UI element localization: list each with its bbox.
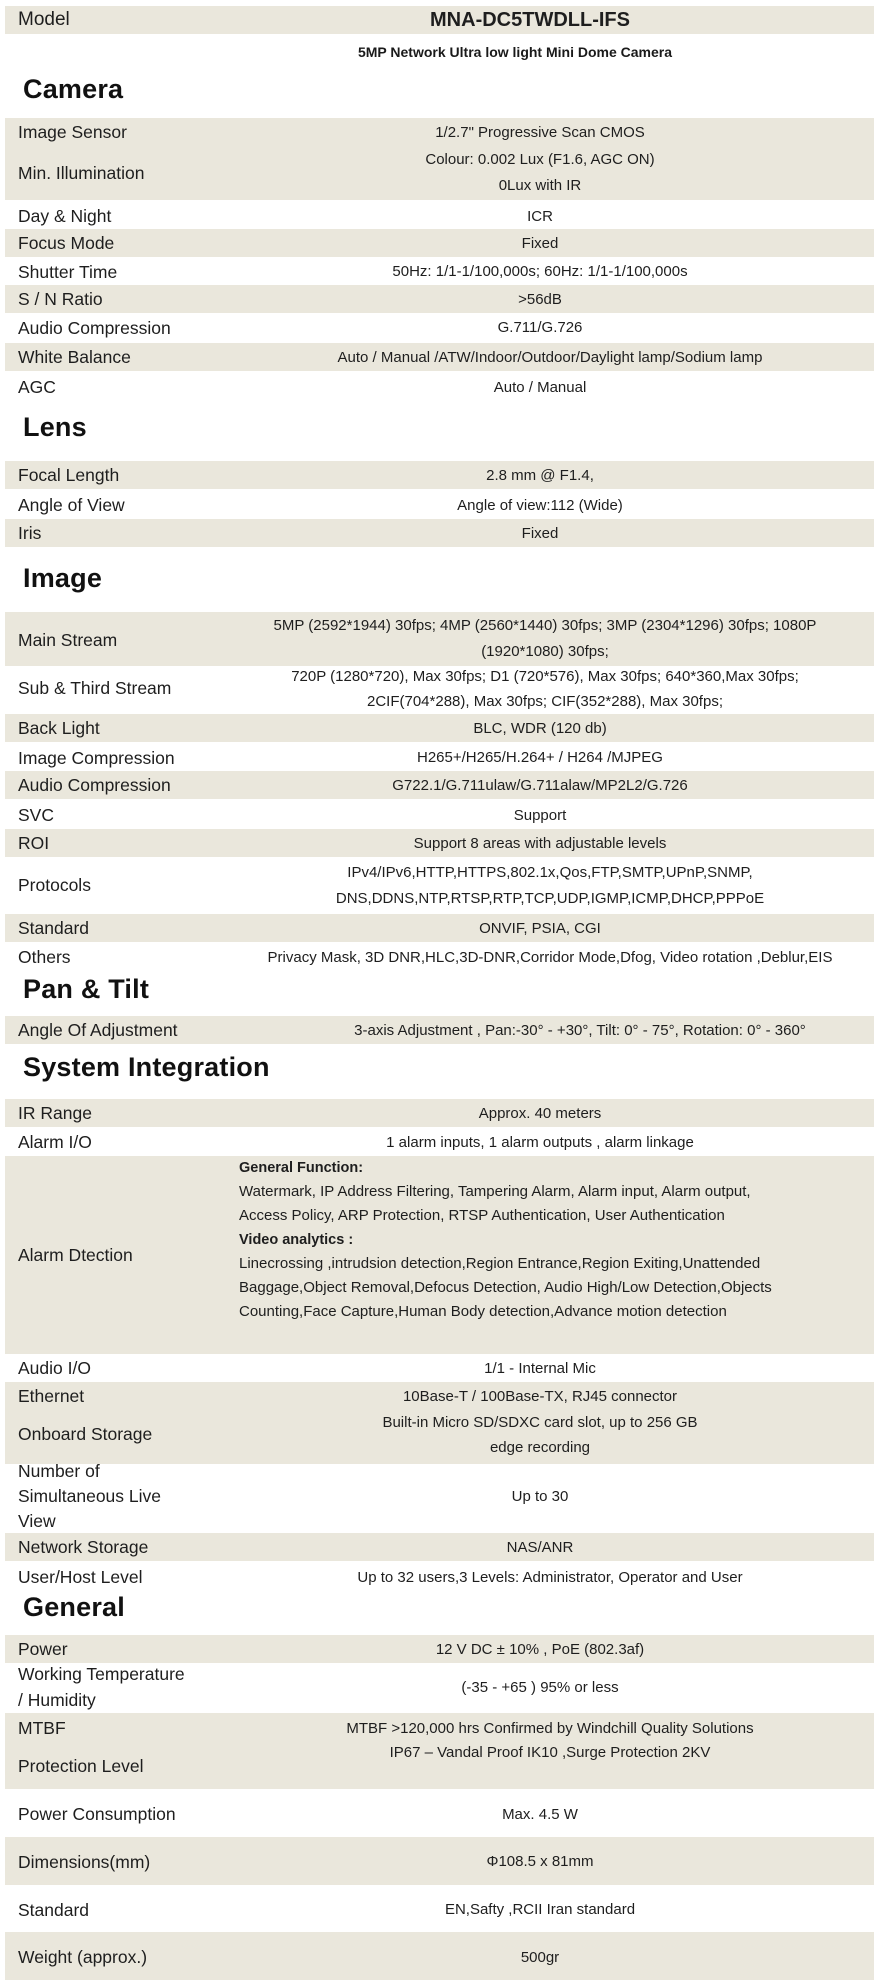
value-sn-ratio: >56dB [518, 291, 562, 308]
label-main-stream: Main Stream [18, 630, 118, 650]
section-title-general: General [23, 1592, 125, 1622]
value-standard: ONVIF, PSIA, CGI [479, 920, 601, 937]
video-analytics-line: Baggage,Object Removal,Defocus Detection, Audio High/Low Detection,Objects [239, 1279, 772, 1296]
section-title-system-integration: System Integration [23, 1052, 270, 1082]
label-focus-mode: Focus Mode [18, 233, 115, 253]
label-live-view-2: Simultaneous Live [18, 1486, 161, 1506]
value-ethernet: 10Base-T / 100Base-TX, RJ45 connector [402, 1388, 678, 1405]
label-power: Power [18, 1639, 68, 1659]
value-dimensions: Φ108.5 x 81mm [486, 1853, 594, 1870]
value-power: 12 V DC ± 10% , PoE (802.3af) [435, 1641, 645, 1658]
value-user-host-level: Up to 32 users,3 Levels: Administrator, Operator and User [357, 1569, 743, 1586]
value-sub-third-stream-1: 720P (1280*720), Max 30fps; D1 (720*576), Max 30fps; 640*360,Max 30fps; [291, 668, 799, 685]
label-sub-third-stream: Sub & Third Stream [18, 678, 172, 698]
value-angle-adjustment: 3-axis Adjustment , Pan:-30° - +30°, Tilt: 0° - 75°, Rotation: 0° - 360° [354, 1022, 806, 1039]
value-image-compression: H265+/H265/H.264+ / H264 /MJPEG [417, 749, 663, 766]
label-image-audio-compression: Audio Compression [18, 775, 171, 795]
value-image-audio-compression: G722.1/G.711ulaw/G.711alaw/MP2L2/G.726 [392, 777, 688, 794]
model-value: MNA-DC5TWDLL-IFS [430, 9, 630, 31]
video-analytics-line: Counting,Face Capture,Human Body detection,Advance motion detection [239, 1303, 727, 1320]
value-general-standard: EN,Safty ,RCII Iran standard [444, 1901, 636, 1918]
label-mtbf: MTBF [18, 1718, 66, 1738]
value-onboard-storage-1: Built-in Micro SD/SDXC card slot, up to 256 GB [382, 1414, 698, 1431]
label-min-illumination: Min. Illumination [18, 163, 145, 183]
label-weight: Weight (approx.) [18, 1947, 148, 1967]
general-function-heading: General Function: [239, 1160, 364, 1176]
label-alarm-io: Alarm I/O [18, 1132, 92, 1152]
value-angle-of-view: Angle of view:112 (Wide) [457, 497, 623, 514]
section-title-pan-tilt: Pan & Tilt [23, 974, 150, 1004]
product-subtitle: 5MP Network Ultra low light Mini Dome Camera [357, 44, 673, 60]
value-min-illumination-2: 0Lux with IR [498, 177, 582, 194]
value-working-temperature: (-35 - +65 ) 95% or less [461, 1679, 619, 1696]
label-angle-of-view: Angle of View [18, 495, 125, 515]
label-live-view-3: View [18, 1511, 56, 1531]
value-svc: Support [513, 807, 567, 824]
value-others: Privacy Mask, 3D DNR,HLC,3D-DNR,Corridor Mode,Dfog, Video rotation ,Deblur,EIS [267, 949, 833, 966]
label-onboard-storage: Onboard Storage [18, 1424, 153, 1444]
value-weight: 500gr [520, 1949, 560, 1966]
label-sn-ratio: S / N Ratio [18, 289, 103, 309]
label-svc: SVC [18, 805, 54, 825]
label-agc: AGC [18, 377, 56, 397]
value-audio-io: 1/1 - Internal Mic [484, 1360, 596, 1377]
value-ir-range: Approx. 40 meters [478, 1105, 602, 1122]
value-main-stream-2: (1920*1080) 30fps; [481, 643, 609, 660]
value-live-view: Up to 30 [511, 1488, 569, 1505]
general-function-line: Access Policy, ARP Protection, RTSP Authentication, User Authentication [239, 1207, 725, 1224]
section-title-image: Image [23, 563, 103, 593]
label-live-view-1: Number of [18, 1461, 100, 1481]
label-audio-compression: Audio Compression [18, 318, 171, 338]
section-title-lens: Lens [23, 412, 87, 442]
label-roi: ROI [18, 833, 50, 853]
value-shutter-time: 50Hz: 1/1-1/100,000s; 60Hz: 1/1-1/100,000s [392, 263, 688, 280]
label-network-storage: Network Storage [18, 1537, 149, 1557]
value-mtbf: MTBF >120,000 hrs Confirmed by Windchill Quality Solutions [346, 1720, 754, 1737]
value-image-sensor: 1/2.7" Progressive Scan CMOS [435, 124, 645, 141]
value-onboard-storage-2: edge recording [489, 1439, 591, 1456]
value-focal-length: 2.8 mm @ F1.4, [486, 467, 594, 484]
value-power-consumption: Max. 4.5 W [502, 1806, 578, 1823]
value-protocols-2: DNS,DDNS,NTP,RTSP,RTP,TCP,UDP,IGMP,ICMP,DHCP,PPPoE [335, 890, 765, 907]
label-general-standard: Standard [18, 1900, 90, 1920]
value-agc: Auto / Manual [493, 379, 587, 396]
value-roi: Support 8 areas with adjustable levels [413, 835, 667, 852]
label-others: Others [18, 947, 71, 967]
label-user-host-level: User/Host Level [18, 1567, 143, 1587]
value-protocols-1: IPv4/IPv6,HTTP,HTTPS,802.1x,Qos,FTP,SMTP,UPnP,SNMP, [347, 864, 753, 881]
value-min-illumination-1: Colour: 0.002 Lux (F1.6, AGC ON) [425, 151, 655, 168]
label-standard: Standard [18, 918, 90, 938]
label-image-compression: Image Compression [18, 748, 175, 768]
label-ir-range: IR Range [18, 1103, 92, 1123]
label-shutter-time: Shutter Time [18, 262, 118, 282]
label-white-balance: White Balance [18, 347, 131, 367]
value-sub-third-stream-2: 2CIF(704*288), Max 30fps; CIF(352*288), Max 30fps; [366, 693, 723, 710]
label-working-temperature-1: Working Temperature [18, 1664, 185, 1684]
label-back-light: Back Light [18, 718, 100, 738]
value-audio-compression: G.711/G.726 [497, 319, 583, 336]
label-ethernet: Ethernet [18, 1386, 85, 1406]
value-network-storage: NAS/ANR [506, 1539, 574, 1556]
label-dimensions: Dimensions(mm) [18, 1852, 151, 1872]
label-image-sensor: Image Sensor [18, 122, 127, 142]
label-iris: Iris [18, 523, 42, 543]
value-back-light: BLC, WDR (120 db) [473, 720, 607, 737]
video-analytics-heading: Video analytics : [239, 1232, 354, 1248]
model-label: Model [18, 9, 70, 30]
alarm-detection-details [239, 1156, 859, 1324]
value-focus-mode: Fixed [521, 235, 559, 252]
label-angle-adjustment: Angle Of Adjustment [18, 1020, 178, 1040]
value-protection-level: IP67 – Vandal Proof IK10 ,Surge Protection 2KV [389, 1744, 711, 1761]
label-focal-length: Focal Length [18, 465, 120, 485]
video-analytics-line: Linecrossing ,intrudsion detection,Region Entrance,Region Exiting,Unattended [239, 1255, 761, 1272]
section-title-camera: Camera [23, 74, 124, 104]
value-day-night: ICR [527, 208, 553, 225]
label-working-temperature-2: / Humidity [18, 1690, 96, 1710]
label-protocols: Protocols [18, 875, 91, 895]
value-alarm-io: 1 alarm inputs, 1 alarm outputs , alarm linkage [386, 1134, 694, 1151]
label-power-consumption: Power Consumption [18, 1804, 176, 1824]
value-white-balance: Auto / Manual /ATW/Indoor/Outdoor/Daylight lamp/Sodium lamp [337, 349, 763, 366]
label-day-night: Day & Night [18, 206, 112, 226]
label-audio-io: Audio I/O [18, 1358, 91, 1378]
general-function-line: Watermark, IP Address Filtering, Tampering Alarm, Alarm input, Alarm output, [239, 1183, 751, 1200]
value-iris: Fixed [521, 525, 559, 542]
label-protection-level: Protection Level [18, 1756, 144, 1776]
value-main-stream-1: 5MP (2592*1944) 30fps; 4MP (2560*1440) 30fps; 3MP (2304*1296) 30fps; 1080P [273, 617, 817, 634]
label-alarm-detection: Alarm Dtection [18, 1245, 133, 1265]
